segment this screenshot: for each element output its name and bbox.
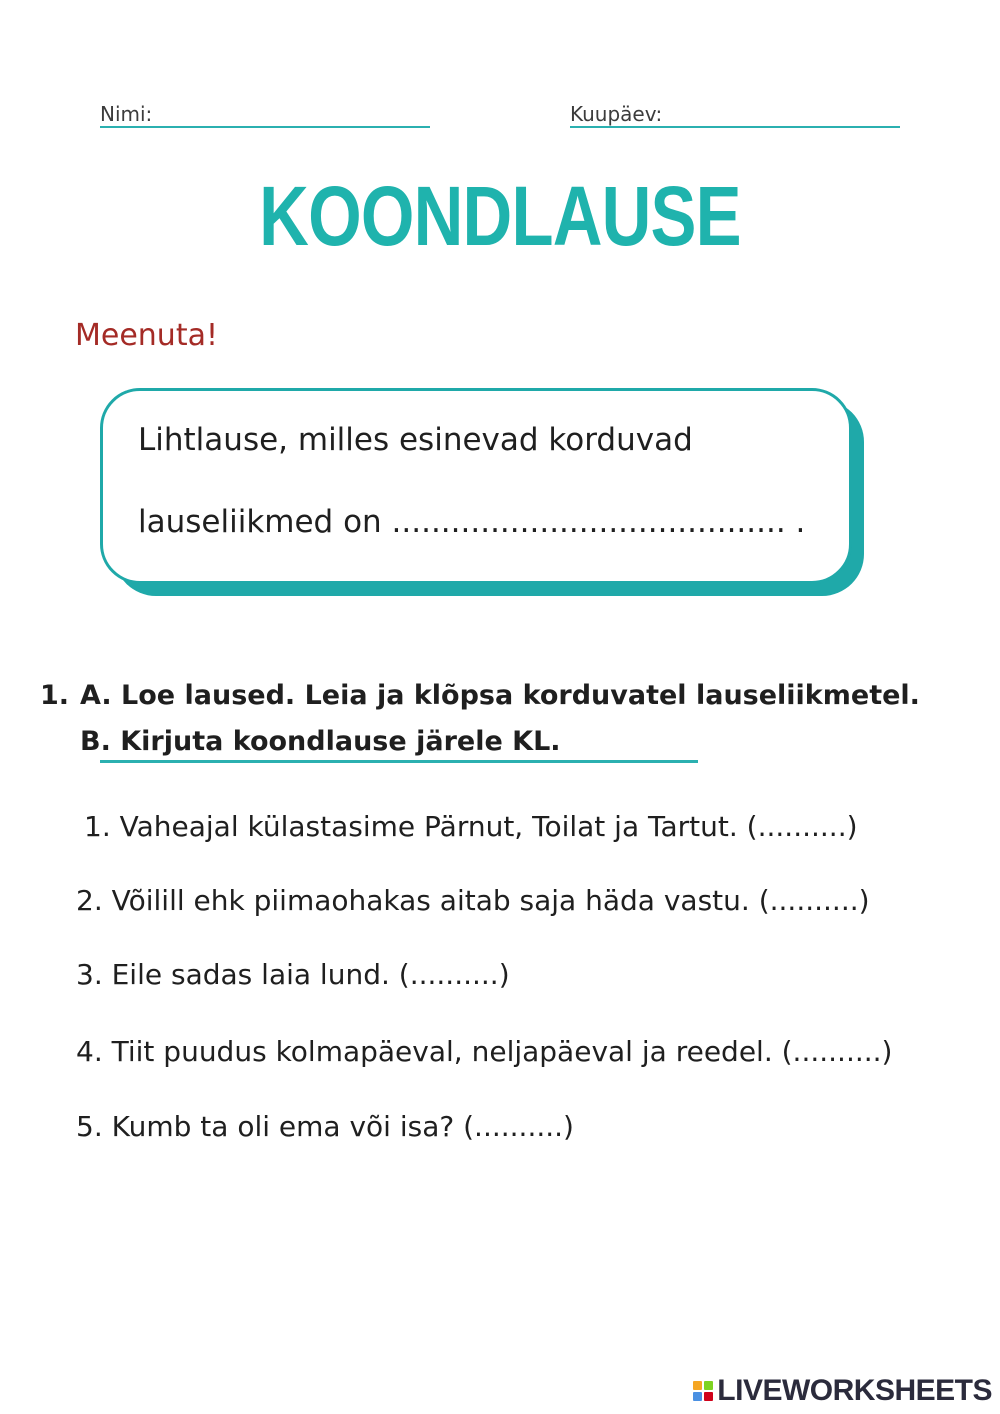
liveworksheets-logo <box>693 1374 992 1408</box>
liveworksheets-brand: LIVEWORKSHEETS <box>717 1374 992 1407</box>
date-field[interactable] <box>570 126 900 128</box>
page-title: KOONDLAUSE <box>259 169 741 263</box>
task-underline <box>100 760 698 763</box>
sentence-5[interactable]: 5. Kumb ta oli ema või isa? (..........) <box>76 1110 574 1143</box>
sentence-1[interactable]: 1. Vaheajal külastasime Pärnut, Toilat ja Tartut. (..........) <box>84 810 858 843</box>
reminder-line-2[interactable]: lauseliikmed on ........................................ . <box>138 504 806 540</box>
reminder-heading: Meenuta! <box>75 318 218 353</box>
task-instruction-a: A. Loe laused. Leia ja klõpsa korduvatel lauseliikmetel. <box>80 680 920 711</box>
name-label: Nimi: <box>100 102 153 126</box>
sentence-2[interactable]: 2. Võilill ehk piimaohakas aitab saja häda vastu. (..........) <box>76 884 870 917</box>
liveworksheets-logo-icon <box>693 1381 713 1401</box>
sentence-4[interactable]: 4. Tiit puudus kolmapäeval, neljapäeval ja reedel. (..........) <box>76 1035 893 1068</box>
reminder-box <box>100 388 852 584</box>
task-number: 1. <box>40 680 70 711</box>
name-field[interactable] <box>100 126 430 128</box>
sentence-3[interactable]: 3. Eile sadas laia lund. (..........) <box>76 958 510 991</box>
task-instruction-b: B. Kirjuta koondlause järele KL. <box>80 726 561 757</box>
reminder-line-1: Lihtlause, milles esinevad korduvad <box>138 422 693 458</box>
date-label: Kuupäev: <box>570 102 663 126</box>
